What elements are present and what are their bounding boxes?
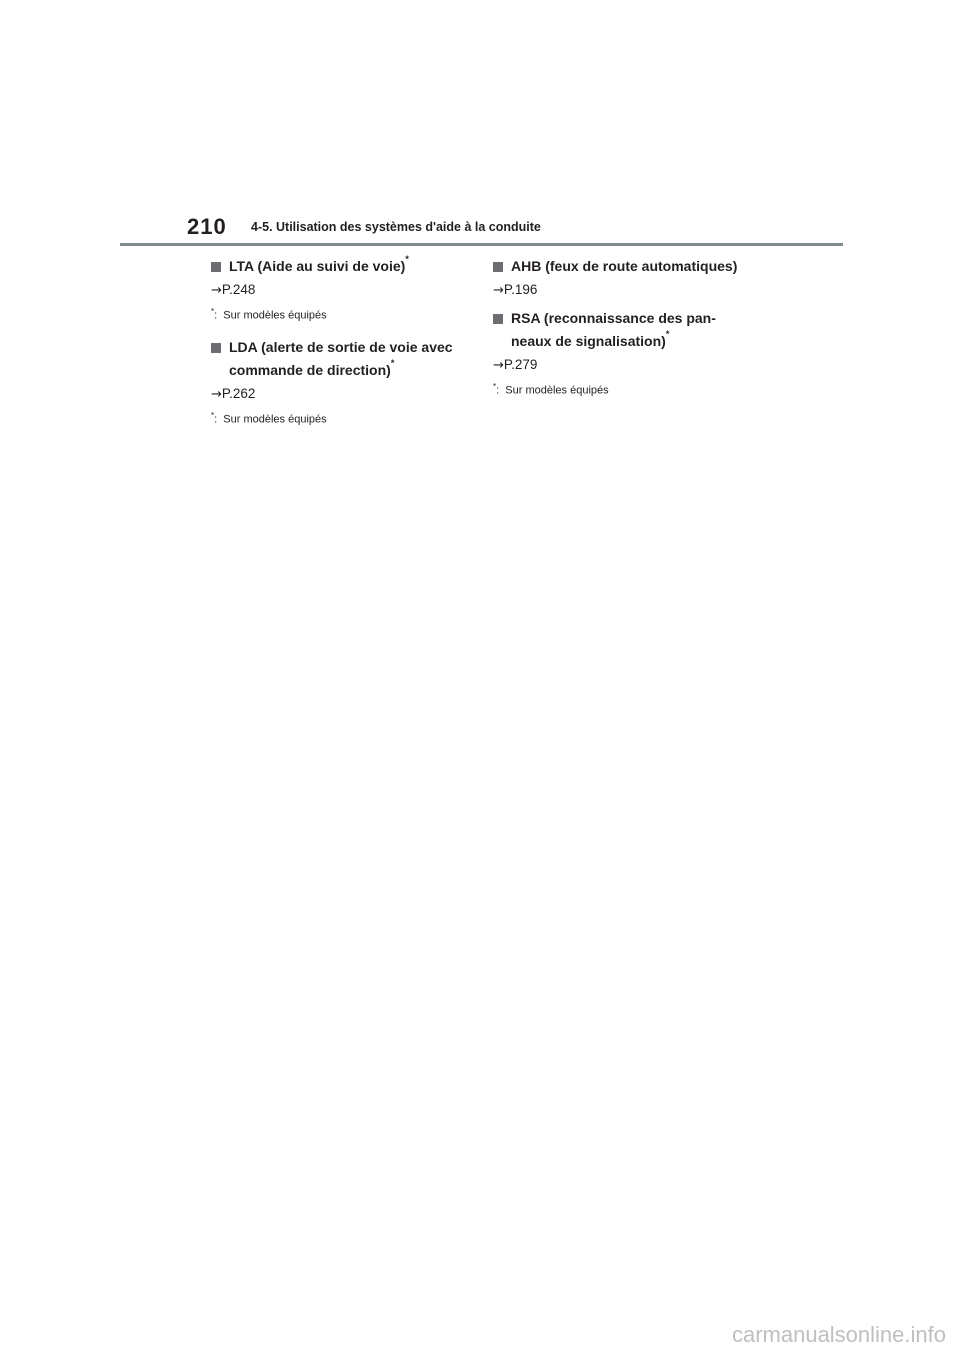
section-ahb	[493, 255, 755, 301]
chapter-title: 4-5. Utilisation des systèmes d'aide à la conduite	[251, 220, 541, 234]
square-bullet-icon	[493, 262, 503, 272]
footnote: *: Sur modèles équipés	[211, 307, 327, 322]
square-bullet-icon	[493, 314, 503, 324]
heading-text: LDA (alerte de sortie de voie avec	[229, 338, 453, 355]
footnote: *: Sur modèles équipés	[211, 410, 327, 426]
arrow-right-icon: →	[493, 283, 504, 298]
left-column	[211, 255, 473, 433]
arrow-right-icon: →	[211, 386, 222, 402]
section-lta	[211, 255, 473, 324]
right-column	[493, 255, 755, 405]
arrow-right-icon: →	[211, 283, 222, 298]
section-heading	[211, 255, 473, 278]
watermark: carmanualsonline.info	[731, 1322, 946, 1347]
section-heading	[493, 255, 755, 278]
asterisk-mark: *	[665, 329, 670, 340]
heading-text-line2: commande de direction)	[229, 361, 391, 378]
heading-text: LTA (Aide au suivi de voie)	[229, 258, 406, 274]
page-reference[interactable]: →P.279	[493, 357, 538, 373]
arrow-right-icon: →	[493, 358, 504, 373]
asterisk-mark: *	[405, 254, 409, 265]
footnote: *: Sur modèles équipés	[493, 382, 609, 397]
page-reference[interactable]: →P.262	[211, 385, 256, 402]
section-lda	[211, 336, 473, 428]
section-rsa	[493, 307, 755, 399]
heading-text: RSA (reconnaissance des pan-	[511, 310, 716, 326]
page-reference[interactable]: →P.196	[493, 282, 538, 298]
asterisk-mark: *	[211, 307, 215, 316]
page-number: 210	[187, 214, 227, 239]
page-reference[interactable]: →P.248	[211, 282, 256, 298]
heading-text-line2: neaux de signalisation)	[511, 333, 666, 349]
square-bullet-icon	[211, 262, 221, 272]
header-rule	[120, 243, 843, 246]
heading-text: AHB (feux de route automatiques)	[511, 258, 738, 274]
asterisk-mark: *	[211, 410, 215, 420]
section-heading	[493, 307, 755, 353]
asterisk-mark: *	[493, 382, 497, 391]
section-heading	[211, 336, 473, 382]
square-bullet-icon	[211, 343, 221, 353]
asterisk-mark: *	[390, 358, 395, 368]
